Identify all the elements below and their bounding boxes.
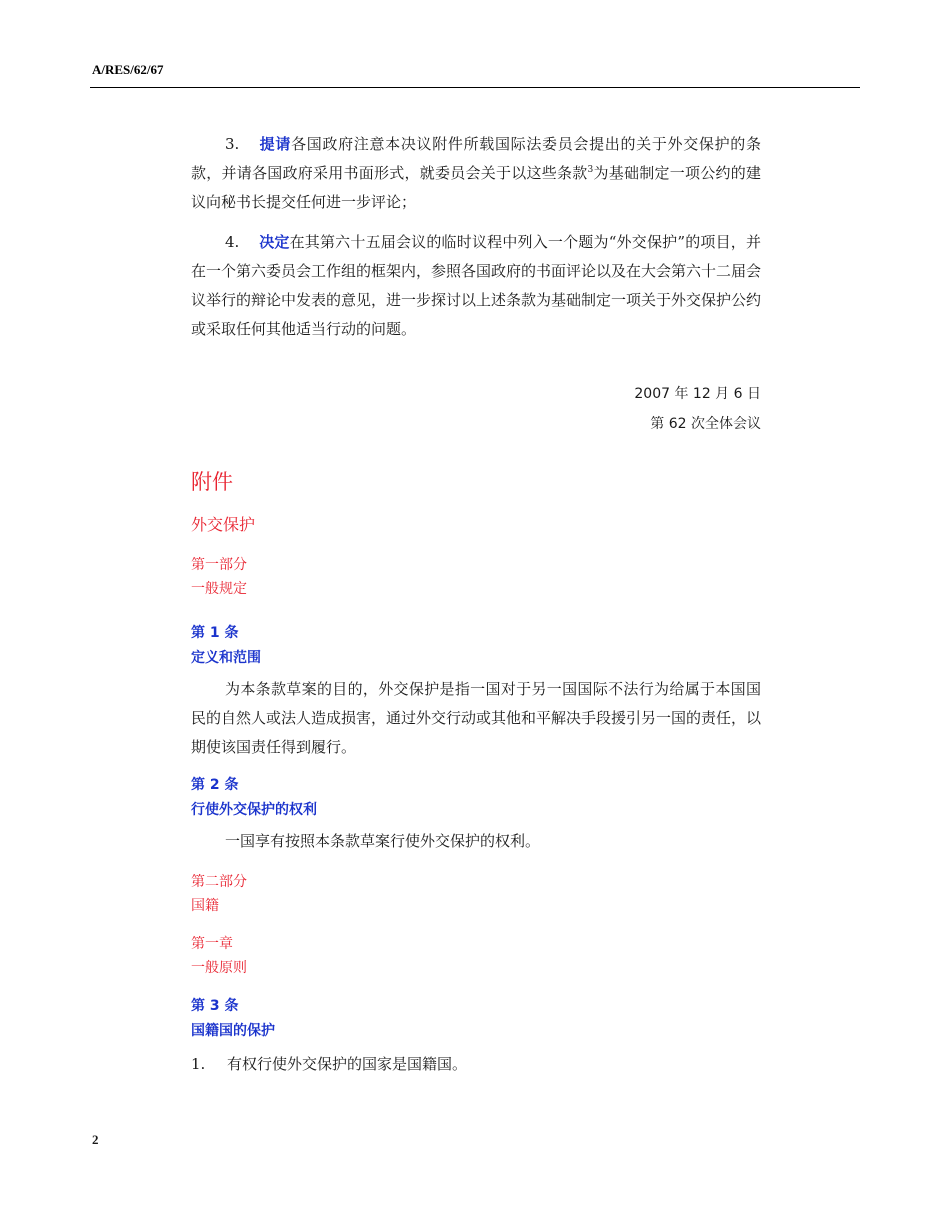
item-text: 有权行使外交保护的国家是国籍国。 bbox=[227, 1055, 468, 1073]
part-label: 第二部分 bbox=[191, 874, 247, 890]
article-label: 第 2 条 bbox=[191, 777, 239, 793]
document-symbol: A/RES/62/67 bbox=[92, 62, 164, 77]
footnote-ref[interactable]: 3 bbox=[587, 165, 594, 175]
page-content bbox=[191, 130, 761, 1090]
chapter-one-heading bbox=[191, 932, 761, 980]
paragraph-text: 为基础制定一项公约的建议向秘书长提交任何进一步评论； bbox=[191, 164, 761, 211]
part-name: 一般规定 bbox=[191, 581, 247, 597]
article-label: 第 3 条 bbox=[191, 998, 239, 1014]
article-1-text: 为本条款草案的目的，外交保护是指一国对于另一国国际不法行为给属于本国国民的自然人或法人造成损害，通过外交行动或其他和平解决手段援引另一国的责任，以期使该国责任得到履行。 bbox=[191, 680, 762, 756]
article-3-heading bbox=[191, 994, 761, 1044]
paragraph-3 bbox=[191, 130, 761, 217]
adoption-date-block bbox=[191, 379, 761, 439]
part-label: 第一部分 bbox=[191, 557, 247, 573]
operative-keyword: 提请 bbox=[259, 135, 292, 153]
article-2-heading bbox=[191, 773, 761, 823]
annex-subtitle: 外交保护 bbox=[191, 515, 256, 534]
header-rule bbox=[90, 87, 860, 88]
article-1-heading bbox=[191, 621, 761, 671]
article-name: 定义和范围 bbox=[191, 650, 261, 666]
item-number: 1. bbox=[191, 1055, 206, 1073]
chapter-label: 第一章 bbox=[191, 936, 233, 952]
article-name: 行使外交保护的权利 bbox=[191, 802, 317, 818]
article-3-item-1 bbox=[191, 1050, 761, 1079]
adoption-date: 2007 年 12 月 6 日 bbox=[634, 386, 761, 402]
article-2-text: 一国享有按照本条款草案行使外交保护的权利。 bbox=[225, 832, 541, 850]
part-two-heading bbox=[191, 870, 761, 918]
paragraph-4 bbox=[191, 228, 761, 344]
paragraph-text: 在其第六十五届会议的临时议程中列入一个题为“外交保护”的项目，并在一个第六委员会工作组的框架内，参照各国政府的书面评论以及在大会第六十二届会议举行的辩论中发表的意见，进一步探讨以上述条款为基础制定一项关于外交保护公约或采取任何其他适当行动的问题。 bbox=[191, 233, 762, 338]
article-label: 第 1 条 bbox=[191, 625, 239, 641]
chapter-name: 一般原则 bbox=[191, 960, 247, 976]
paragraph-text: 各国政府注意本决议附件所载国际法委员会提出的关于外交保护的条款，并请各国政府采用书面形式，就委员会关于以这些条款 bbox=[191, 135, 761, 182]
article-name: 国籍国的保护 bbox=[191, 1023, 275, 1039]
paragraph-number: 3. bbox=[225, 135, 240, 153]
annex-title: 附件 bbox=[191, 470, 233, 494]
paragraph-number: 4. bbox=[225, 233, 240, 251]
operative-keyword: 决定 bbox=[259, 233, 290, 251]
part-one-heading bbox=[191, 553, 761, 601]
part-name: 国籍 bbox=[191, 898, 219, 914]
page-number: 2 bbox=[92, 1132, 99, 1147]
plenary-meeting: 第 62 次全体会议 bbox=[650, 416, 761, 432]
